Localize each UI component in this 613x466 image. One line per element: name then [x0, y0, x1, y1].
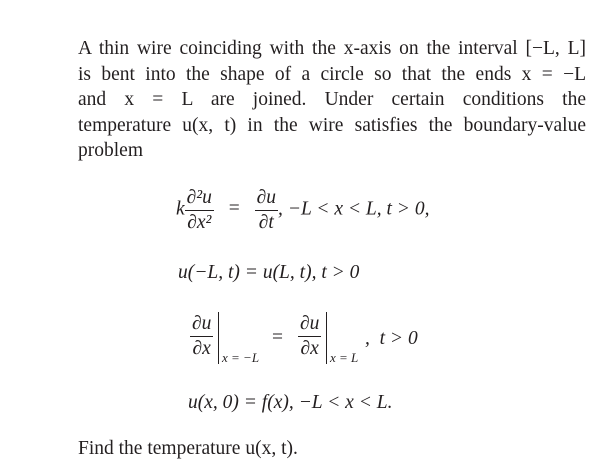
- problem-line-4: temperature u(x, t) in the wire satisfies the boundary-value: [78, 114, 586, 136]
- bc2-eval-point-right: x = L: [330, 350, 359, 365]
- problem-line-3: and x = L are joined. Under certain conditions the: [78, 89, 586, 110]
- problem-line-2: is bent into the shape of a circle so that the ends x = −L: [78, 63, 586, 85]
- bc2-numerator-left: ∂u: [190, 314, 213, 337]
- problem-line-5: problem: [78, 140, 143, 161]
- bc2-denominator-right: ∂x: [300, 337, 319, 359]
- bc2-eval-point-left: x = −L: [222, 350, 260, 365]
- heat-equation: [176, 188, 429, 232]
- bc2-fraction-right: [298, 314, 321, 358]
- pde-numerator-1: ∂²u: [185, 188, 214, 211]
- eval-bar-left: [218, 312, 219, 364]
- eval-bar-right: [326, 312, 327, 364]
- pde-denominator-2: ∂t: [258, 211, 274, 233]
- bc2-numerator-right: ∂u: [298, 314, 321, 337]
- problem-statement: [78, 36, 586, 164]
- boundary-condition-1: u(−L, t) = u(L, t), t > 0: [178, 262, 360, 283]
- pde-constant-k: k: [176, 198, 185, 220]
- bc2-denominator-left: ∂x: [192, 337, 211, 359]
- pde-equals: =: [228, 198, 240, 220]
- boundary-condition-2: [190, 312, 490, 372]
- question: Find the temperature u(x, t).: [78, 438, 298, 459]
- problem-line-1: A thin wire coinciding with the x-axis on the interval [−L, L]: [78, 38, 586, 59]
- second-derivative-fraction: [185, 188, 214, 232]
- initial-condition: u(x, 0) = f(x), −L < x < L.: [188, 392, 393, 413]
- bc2-condition: , t > 0: [365, 328, 418, 349]
- time-derivative-fraction: [255, 188, 278, 232]
- pde-domain: , −L < x < L, t > 0,: [278, 198, 430, 220]
- pde-numerator-2: ∂u: [255, 188, 278, 211]
- bc2-fraction-left: [190, 314, 213, 358]
- pde-denominator-1: ∂x²: [187, 211, 212, 233]
- bc2-equals: =: [272, 327, 283, 348]
